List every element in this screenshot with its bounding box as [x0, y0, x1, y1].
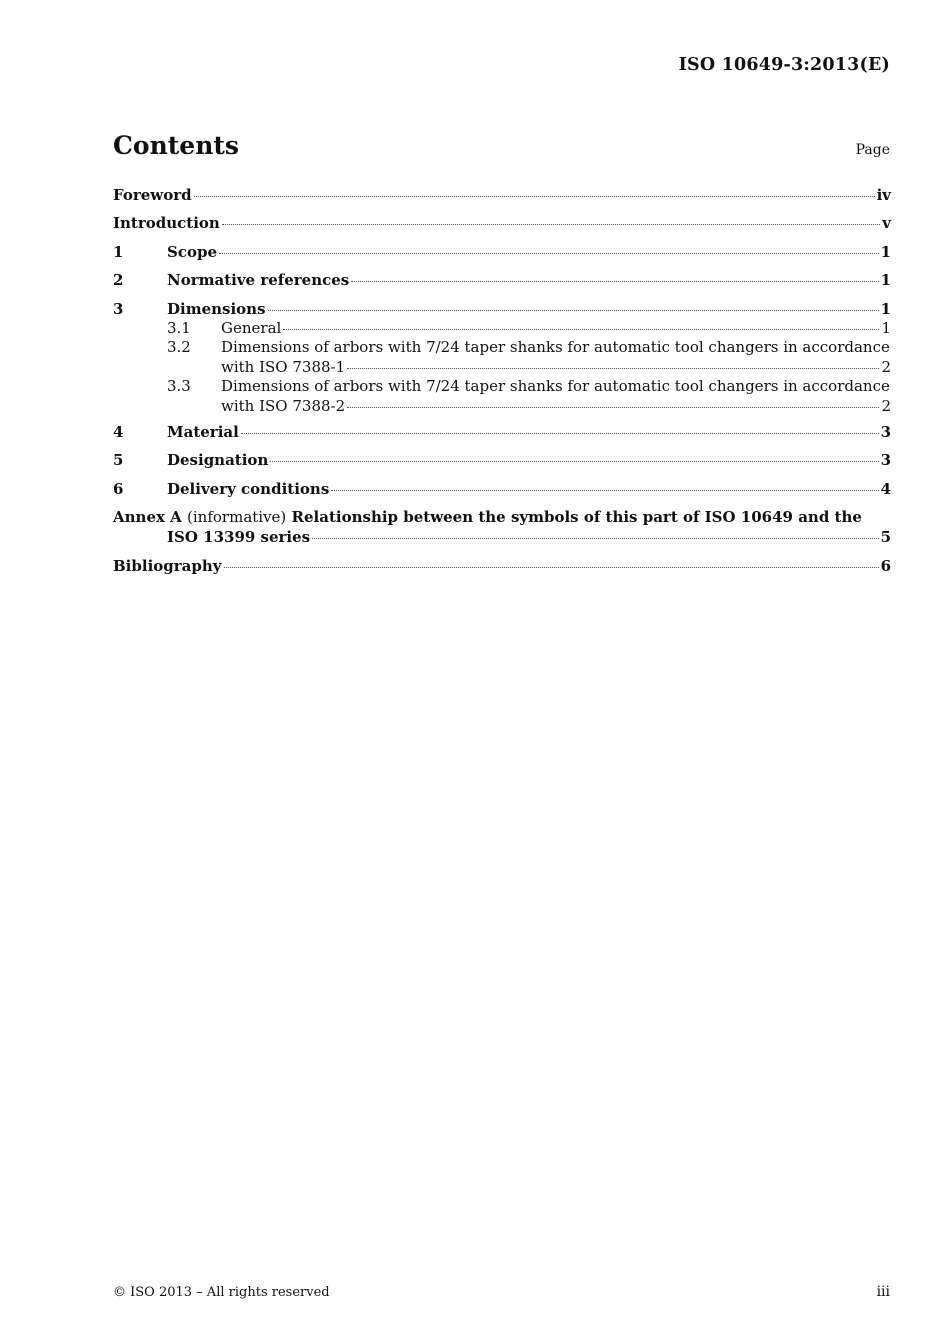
dot-leader: [270, 461, 878, 462]
toc-entry-annex-a[interactable]: [113, 507, 891, 547]
dot-leader: [312, 538, 878, 539]
toc-page-number: v: [882, 214, 891, 233]
toc-label-line1: Dimensions of arbors with 7/24 taper shanks for automatic tool changers in accordance: [221, 377, 890, 396]
toc-section-number: 4: [113, 423, 124, 442]
annex-title-line2: ISO 13399 series: [167, 528, 311, 547]
toc-page-number: 2: [881, 396, 891, 415]
dot-leader: [224, 567, 879, 568]
toc-label-line1: Dimensions of arbors with 7/24 taper shanks for automatic tool changers in accordance: [221, 338, 890, 357]
annex-title-line1: Relationship between the symbols of this part of ISO 10649 and the: [291, 508, 862, 527]
toc-subsection-number: 3.2: [167, 338, 191, 357]
annex-prefix: Annex A: [113, 508, 182, 527]
dot-leader: [219, 253, 879, 254]
footer-copyright: © ISO 2013 – All rights reserved: [113, 1285, 330, 1300]
toc-page-number: 1: [880, 242, 891, 261]
toc-entry-dimensions-iso-7388-1[interactable]: [113, 338, 891, 377]
toc-page-number: 1: [880, 299, 891, 318]
contents-heading: Contents: [113, 131, 240, 160]
document-id: ISO 10649-3:2013(E): [678, 55, 890, 75]
table-of-contents: [113, 185, 891, 584]
toc-label: Scope: [167, 242, 218, 261]
toc-section-number: 2: [113, 271, 124, 290]
dot-leader: [331, 490, 878, 491]
toc-label-line2: with ISO 7388-1: [221, 357, 346, 376]
toc-label: Designation: [167, 451, 269, 470]
dot-leader: [194, 196, 875, 197]
toc-entry-general[interactable]: [113, 319, 891, 339]
toc-label: Introduction: [113, 214, 220, 233]
dot-leader: [222, 224, 880, 225]
toc-label: General: [221, 318, 282, 337]
toc-section-number: 3: [113, 299, 124, 318]
toc-page-number: 3: [880, 451, 891, 470]
toc-entry-dimensions[interactable]: [113, 299, 891, 319]
dot-leader: [351, 281, 878, 282]
toc-entry-delivery-conditions[interactable]: [113, 479, 891, 499]
footer-page-number: iii: [876, 1284, 890, 1300]
toc-page-number: 6: [880, 556, 891, 575]
toc-entry-bibliography[interactable]: [113, 556, 891, 576]
toc-page-number: 4: [880, 479, 891, 498]
toc-section-number: 1: [113, 242, 124, 261]
toc-label: Bibliography: [113, 556, 222, 575]
toc-entry-foreword[interactable]: [113, 185, 891, 205]
toc-section-number: 5: [113, 451, 124, 470]
toc-entry-scope[interactable]: [113, 242, 891, 262]
toc-page-number: 3: [880, 423, 891, 442]
dot-leader: [268, 310, 879, 311]
toc-page-number: 2: [881, 357, 891, 376]
toc-subsection-number: 3.1: [167, 318, 191, 337]
toc-subsection-number: 3.3: [167, 377, 191, 396]
page-column-label: Page: [855, 142, 890, 158]
dot-leader: [283, 329, 879, 330]
toc-page-number: 1: [881, 318, 891, 337]
toc-page-number: 5: [880, 528, 891, 547]
toc-page-number: 1: [880, 271, 891, 290]
toc-entry-dimensions-iso-7388-2[interactable]: [113, 377, 891, 416]
toc-label-line2: with ISO 7388-2: [221, 396, 346, 415]
toc-entry-normative-references[interactable]: [113, 270, 891, 290]
dot-leader: [241, 433, 879, 434]
toc-entry-introduction[interactable]: [113, 213, 891, 233]
dot-leader: [347, 407, 879, 408]
toc-section-number: 6: [113, 479, 124, 498]
toc-entry-designation[interactable]: [113, 450, 891, 470]
toc-label: Foreword: [113, 186, 192, 204]
toc-entry-material[interactable]: [113, 422, 891, 442]
toc-page-number: iv: [876, 186, 891, 204]
toc-label: Normative references: [167, 271, 350, 290]
toc-label: Material: [167, 423, 239, 442]
toc-label: Dimensions: [167, 299, 266, 318]
toc-label: Delivery conditions: [167, 479, 330, 498]
dot-leader: [347, 368, 879, 369]
annex-informative-tag: (informative): [187, 508, 287, 527]
